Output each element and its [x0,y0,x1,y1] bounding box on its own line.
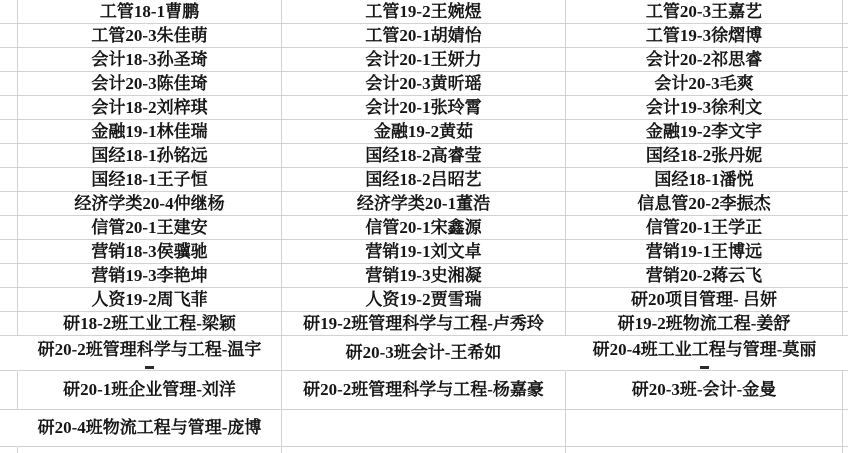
cell-text: 会计20-1王妍力 [365,49,482,69]
cell-text: 人资19-2贾雪瑞 [365,289,482,309]
cell-text: 会计18-2刘梓琪 [91,97,208,117]
table-cell[interactable] [282,216,566,240]
row-stub-cell[interactable] [0,72,18,96]
cell-text: 国经18-2高睿莹 [365,145,482,165]
cell-text: 工管20-3王嘉艺 [645,1,763,21]
cell-text: 研20-2班管理科学与工程-温宇 [37,340,262,359]
table-cell[interactable] [18,288,282,312]
table-cell[interactable] [566,336,843,371]
row-stub-cell[interactable] [0,96,18,120]
cell-text: 工管19-3徐熠博 [645,25,763,45]
cell-text: 国经18-2张丹妮 [645,145,763,165]
right-sliver-cell[interactable] [843,410,848,447]
row-stub-cell[interactable] [0,168,18,192]
table-cell[interactable] [566,120,843,144]
table-cell[interactable] [282,144,566,168]
table-cell[interactable] [18,24,282,48]
table-cell[interactable] [282,371,566,410]
table-cell[interactable] [566,288,843,312]
table-cell[interactable] [282,96,566,120]
right-sliver-cell[interactable] [843,288,848,312]
row-stub-cell[interactable] [0,120,18,144]
cell-text: 研19-2班物流工程-姜舒 [617,313,791,333]
table-cell[interactable] [18,192,282,216]
table-cell[interactable] [566,144,843,168]
row-stub-cell[interactable] [0,0,18,24]
table-cell[interactable] [18,72,282,96]
row-stub-cell[interactable] [0,48,18,72]
row-stub-cell[interactable] [0,216,18,240]
right-sliver-cell[interactable] [843,336,848,371]
table-cell[interactable] [18,0,282,24]
table-cell[interactable] [18,96,282,120]
table-cell[interactable] [282,447,566,453]
cell-text: 会计20-3黄昕瑶 [365,73,482,93]
table-cell[interactable] [18,336,282,371]
right-sliver-cell[interactable] [843,144,848,168]
right-sliver-cell[interactable] [843,72,848,96]
row-stub-cell[interactable] [0,192,18,216]
table-cell[interactable] [566,168,843,192]
cell-text: 研20-2班管理科学与工程-杨嘉豪 [303,380,544,399]
table-cell[interactable] [282,72,566,96]
row-stub-cell[interactable] [0,447,18,453]
cell-text: 研20-4班工业工程与管理-莫丽 [592,340,817,359]
cell-text: 金融19-1林佳瑞 [91,121,208,141]
right-sliver-cell[interactable] [843,447,848,453]
row-stub-cell[interactable] [0,336,18,371]
right-sliver-cell[interactable] [843,312,848,336]
cell-text: 营销19-1王博远 [645,241,763,261]
clipped-text-fragment [145,366,154,369]
table-cell[interactable] [566,447,843,453]
cell-text: 信息管20-2李振杰 [637,193,771,213]
table-cell[interactable] [282,120,566,144]
clipped-text-fragment [700,366,709,369]
table-cell[interactable] [566,96,843,120]
cell-text: 会计19-3徐利文 [645,97,763,117]
table-cell[interactable] [282,0,566,24]
cell-text: 研20-3班-会计-金曼 [631,380,777,399]
table-cell[interactable] [18,410,282,447]
cell-text: 营销19-3史湘凝 [365,265,482,285]
table-cell[interactable] [18,371,282,410]
row-stub-cell[interactable] [0,410,18,447]
cell-text: 研20项目管理- 吕妍 [631,289,777,309]
table-cell[interactable] [18,120,282,144]
cell-text: 研20-3班会计-王希如 [345,343,502,362]
cell-text: 工管20-3朱佳萌 [91,25,208,45]
right-sliver-cell[interactable] [843,120,848,144]
table-cell[interactable] [282,24,566,48]
table-cell[interactable] [282,312,566,336]
table-cell[interactable] [18,216,282,240]
cell-text: 营销19-1刘文卓 [365,241,482,261]
cell-text: 国经18-2吕昭艺 [365,169,482,189]
cell-text: 工管18-1曹鹏 [99,1,200,21]
cell-text: 工管19-2王婉煜 [365,1,482,21]
table-cell[interactable] [566,48,843,72]
right-sliver-cell[interactable] [843,216,848,240]
right-sliver-cell[interactable] [843,48,848,72]
table-cell[interactable] [18,240,282,264]
row-stub-cell[interactable] [0,288,18,312]
row-stub-cell[interactable] [0,240,18,264]
table-cell[interactable] [566,216,843,240]
right-sliver-cell[interactable] [843,0,848,24]
row-stub-cell[interactable] [0,144,18,168]
table-cell[interactable] [282,336,566,371]
cell-text: 国经18-1潘悦 [654,169,754,189]
right-sliver-cell[interactable] [843,24,848,48]
cell-text: 会计20-3陈佳琦 [91,73,208,93]
cell-text: 会计20-2祁思睿 [645,49,763,69]
table-cell[interactable] [282,264,566,288]
cell-text: 会计20-1张玲霄 [365,97,482,117]
cell-text: 研19-2班管理科学与工程-卢秀玲 [303,313,544,333]
cell-text: 工管20-1胡婧怡 [365,25,482,45]
cell-text: 信管20-1王建安 [91,217,208,237]
cell-text: 信管20-1王学正 [645,217,763,237]
cell-text: 研20-1班企业管理-刘洋 [63,380,236,399]
cell-text: 经济学类20-1董浩 [356,193,491,213]
cell-text: 研20-4班物流工程与管理-庞博 [37,418,262,437]
table-cell[interactable] [566,72,843,96]
cell-text: 营销18-3侯骥驰 [91,241,208,261]
right-sliver-cell[interactable] [843,168,848,192]
table-cell[interactable] [18,447,282,453]
table-cell[interactable] [566,312,843,336]
table-cell[interactable] [18,168,282,192]
table-cell[interactable] [566,264,843,288]
cell-text: 会计20-3毛爽 [654,73,754,93]
cell-text: 国经18-1王子恒 [91,169,208,189]
row-stub-cell[interactable] [0,24,18,48]
table-cell[interactable] [18,48,282,72]
cell-text: 人资19-2周飞菲 [91,289,208,309]
table-cell[interactable] [282,168,566,192]
right-sliver-cell[interactable] [843,96,848,120]
table-cell[interactable] [566,0,843,24]
table-cell[interactable] [18,312,282,336]
right-sliver-cell[interactable] [843,240,848,264]
cell-text: 国经18-1孙铭远 [91,145,208,165]
right-sliver-cell[interactable] [843,371,848,410]
table-cell[interactable] [282,410,566,447]
table-cell[interactable] [282,288,566,312]
cell-text: 金融19-2黄茹 [373,121,474,141]
row-stub-cell[interactable] [0,312,18,336]
table-cell[interactable] [18,264,282,288]
cell-text: 会计18-3孙圣琦 [91,49,208,69]
cell-text: 营销19-3李艳坤 [91,265,208,285]
cell-text: 金融19-2李文宇 [645,121,763,141]
cell-text: 经济学类20-4仲继杨 [74,193,225,213]
table-cell[interactable] [566,371,843,410]
cell-text: 信管20-1宋鑫源 [365,217,482,237]
table-cell[interactable] [566,24,843,48]
row-stub-cell[interactable] [0,264,18,288]
right-sliver-cell[interactable] [843,264,848,288]
cell-text: 营销20-2蒋云飞 [645,265,763,285]
table-cell[interactable] [18,144,282,168]
table-cell[interactable] [566,240,843,264]
table-cell[interactable] [282,240,566,264]
table-cell[interactable] [282,192,566,216]
cell-text: 研18-2班工业工程-梁颖 [63,313,236,333]
right-sliver-cell[interactable] [843,192,848,216]
row-stub-cell[interactable] [0,371,18,410]
table-cell[interactable] [566,192,843,216]
table-cell[interactable] [566,410,843,447]
table-cell[interactable] [282,48,566,72]
